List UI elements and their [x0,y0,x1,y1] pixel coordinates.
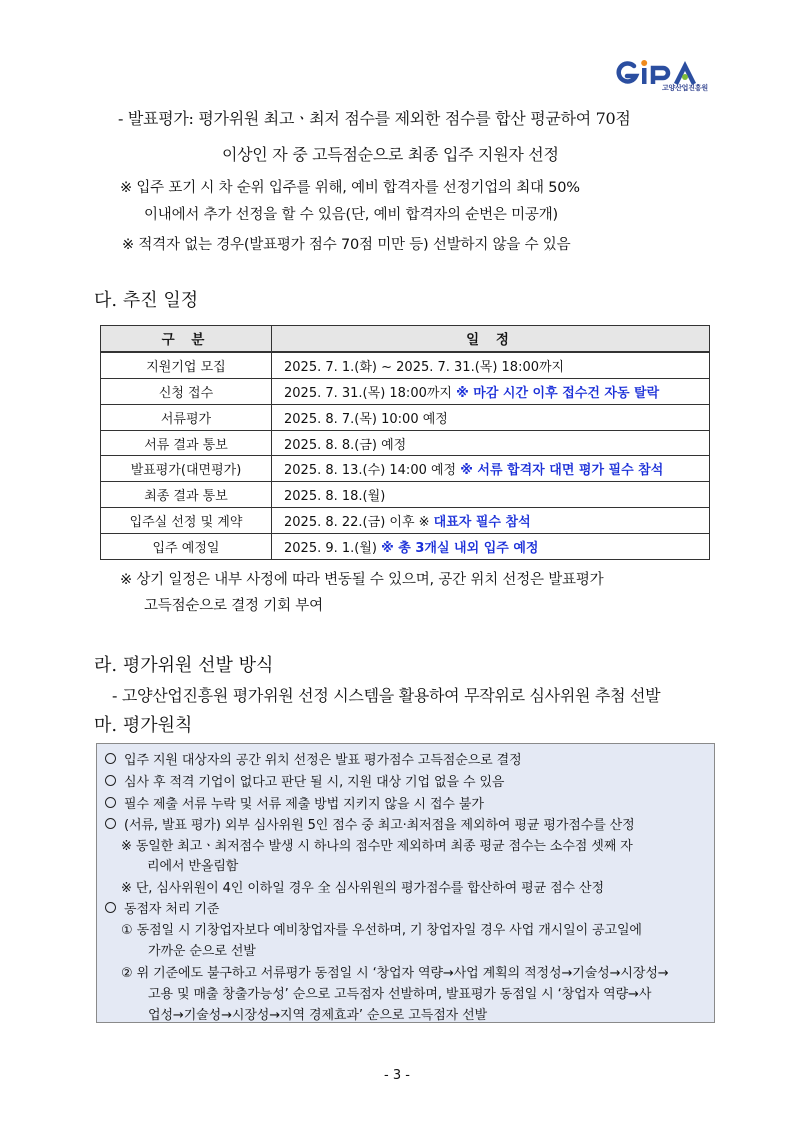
principle-item: 동점자 처리 기준 [105,898,219,917]
table-row [101,430,710,456]
schedule-footnote-a: ※ 상기 일정은 내부 사정에 따라 변동될 수 있으며, 공간 위치 선정은 발표평가 [120,572,604,588]
header-category: 구 분 [101,326,272,352]
note-no-qualified: ※ 적격자 없는 경우(발표평가 점수 70점 미만 등) 선발하지 않을 수 있음 [122,237,571,253]
table-row [101,534,710,560]
row-label: 최종 결과 통보 [101,482,272,508]
row-label: 신청 접수 [101,378,272,404]
section-principles-title: 마. 평가원칙 [94,715,193,736]
eval-criteria-line2: 이상인 자 중 고득점순으로 최종 입주 지원자 선정 [222,145,559,164]
row-date: 2025. 8. 7.(목) 10:00 예정 [272,404,710,430]
eval-criteria-line1: - 발표평가: 평가위원 최고ㆍ최저 점수를 제외한 점수를 합산 평균하여 70점 [118,109,631,128]
tiebreak-rule-2-cont: 업성→기술성→시장성→지역 경제효과’ 순으로 고득점자 선발 [148,1008,488,1023]
principle-item: 입주 지원 대상자의 공간 위치 선정은 발표 평가점수 고득점순으로 결정 [105,749,522,768]
row-date: 2025. 7. 31.(목) 18:00까지 ※ 마감 시간 이후 접수건 자동 탈락 [272,378,710,404]
principle-subnote: ※ 단, 심사위원이 4인 이하일 경우 全 심사위원의 평가점수를 합산하여 평균 점수 산정 [121,881,604,896]
table-header-row [101,326,710,352]
row-label: 지원기업 모집 [101,352,272,378]
row-date: 2025. 7. 1.(화) ~ 2025. 7. 31.(목) 18:00까지 [272,352,710,378]
table-row [101,378,710,404]
row-date: 2025. 8. 22.(금) 이후 ※ 대표자 필수 참석 [272,508,710,534]
row-date: 2025. 9. 1.(월) ※ 총 3개실 내외 입주 예정 [272,534,710,560]
tiebreak-rule-1: ① 동점일 시 기창업자보다 예비창업자를 우선하며, 기 창업자일 경우 사업 개시일이 공고일에 [121,923,642,938]
note-reserve-b: 이내에서 추가 선정을 할 수 있음(단, 예비 합격자의 순번은 미공개) [144,207,558,223]
bullet-circle-icon [105,775,116,786]
bullet-circle-icon [105,902,116,913]
table-row [101,482,710,508]
tiebreak-rule-2: ② 위 기준에도 불구하고 서류평가 동점일 시 ‘창업자 역량→사업 계획의 적정성→기술성→시장성→ [121,966,669,981]
section-evaluator-title: 라. 평가위원 선발 방식 [94,655,274,676]
row-date: 2025. 8. 18.(월) [272,482,710,508]
principle-subnote-cont: 리에서 반올림함 [147,859,239,874]
table-row [101,508,710,534]
bullet-circle-icon [105,753,116,764]
gipa-logo [612,58,736,94]
tiebreak-rule-1-cont: 가까운 순으로 선발 [148,944,256,959]
row-label: 발표평가(대면평가) [101,456,272,482]
table-row [101,404,710,430]
row-label: 입주실 선정 및 계약 [101,508,272,534]
tiebreak-rule-2-cont: 고용 및 매출 창출가능성’ 순으로 고득점자 선발하며, 발표평가 동점일 시 ‘창업자 역량→사 [148,987,652,1002]
principle-item: 심사 후 적격 기업이 없다고 판단 될 시, 지원 대상 기업 없을 수 있음 [105,771,504,790]
row-label: 입주 예정일 [101,534,272,560]
table-row [101,352,710,378]
table-row [101,456,710,482]
schedule-table [100,325,710,560]
evaluator-selection-text: - 고양산업진흥원 평가위원 선정 시스템을 활용하여 무작위로 심사위원 추첨 선발 [112,686,661,705]
org-name: 고양산업진흥원 [662,84,708,92]
row-label: 서류 결과 통보 [101,430,272,456]
bullet-circle-icon [105,818,116,829]
row-date: 2025. 8. 13.(수) 14:00 예정 ※ 서류 합격자 대면 평가 필수 참석 [272,456,710,482]
page-number: - 3 - [384,1068,410,1083]
row-date: 2025. 8. 8.(금) 예정 [272,430,710,456]
principles-box [96,743,715,1023]
bullet-circle-icon [105,797,116,808]
row-label: 서류평가 [101,404,272,430]
schedule-footnote-b: 고득점순으로 결정 기회 부여 [144,598,323,614]
principle-item: (서류, 발표 평가) 외부 심사위원 5인 점수 중 최고·최저점을 제외하여 평균 평가점수를 산정 [105,814,635,833]
note-reserve-a: ※ 입주 포기 시 차 순위 입주를 위해, 예비 합격자를 선정기업의 최대 50% [120,180,580,196]
principle-item: 필수 제출 서류 누락 및 서류 제출 방법 지키지 않을 시 접수 불가 [105,793,484,812]
header-schedule: 일 정 [272,326,710,352]
principle-subnote: ※ 동일한 최고ㆍ최저점수 발생 시 하나의 점수만 제외하며 최종 평균 점수는 소수점 셋째 자 [121,839,633,854]
section-schedule-title: 다. 추진 일정 [94,290,199,311]
